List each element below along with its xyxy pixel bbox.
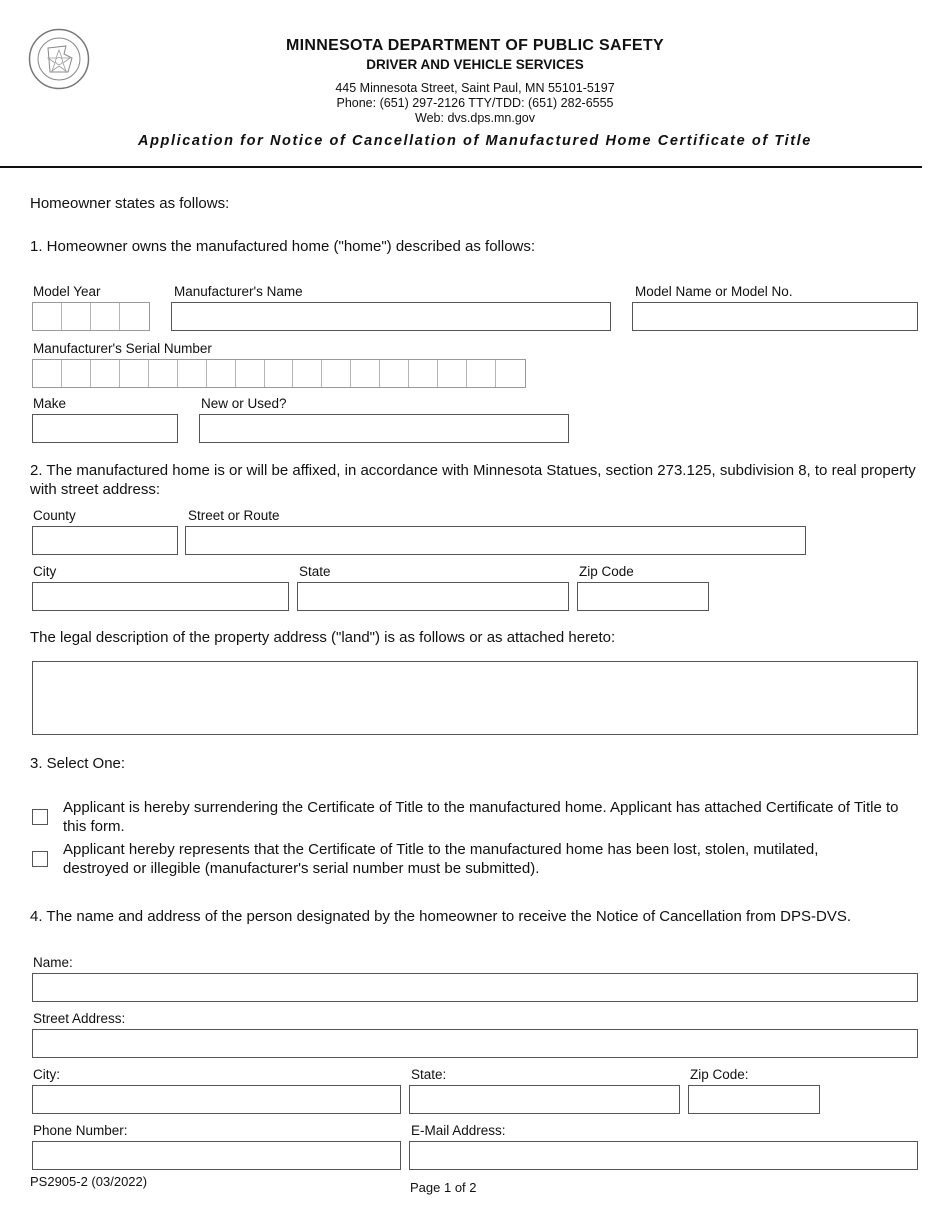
recipient-street-label: Street Address: (33, 1011, 126, 1026)
model-year-label: Model Year (33, 284, 101, 299)
legal-description-label: The legal description of the property address ("land") is as follows or as attached hereto: (30, 629, 616, 646)
recipient-street-input[interactable] (32, 1029, 918, 1058)
department-name: MINNESOTA DEPARTMENT OF PUBLIC SAFETY (286, 37, 664, 54)
legal-description-input[interactable] (32, 661, 918, 735)
recipient-state-input[interactable] (409, 1085, 680, 1114)
recipient-zip-input[interactable] (688, 1085, 820, 1114)
street-route-input[interactable] (185, 526, 806, 555)
street-route-label: Street or Route (188, 508, 280, 523)
county-input[interactable] (32, 526, 178, 555)
recipient-email-input[interactable] (409, 1141, 918, 1170)
recipient-phone-label: Phone Number: (33, 1123, 128, 1138)
county-label: County (33, 508, 76, 523)
lost-title-checkbox[interactable] (32, 851, 48, 867)
model-year-input[interactable] (32, 302, 150, 331)
property-state-input[interactable] (297, 582, 569, 611)
property-zip-input[interactable] (577, 582, 709, 611)
serial-number-label: Manufacturer's Serial Number (33, 341, 212, 356)
surrender-title-checkbox[interactable] (32, 809, 48, 825)
make-input[interactable] (32, 414, 178, 443)
page-number: Page 1 of 2 (410, 1180, 477, 1195)
recipient-zip-label: Zip Code: (690, 1067, 749, 1082)
surrender-title-option-label: Applicant is hereby surrendering the Certificate of Title to the manufactured home. Applicant has attached Certificate of Title to this form. (63, 799, 899, 835)
form-title: Application for Notice of Cancellation of Manufactured Home Certificate of Title (138, 133, 812, 149)
department-phone: Phone: (651) 297-2126 TTY/TDD: (651) 282-6555 (336, 96, 614, 110)
section2-heading: 2. The manufactured home is or will be affixed, in accordance with Minnesota Statues, section 273.125, subdivision 8, to real property with street address: (30, 462, 916, 498)
intro-text: Homeowner states as follows: (30, 195, 230, 212)
recipient-phone-input[interactable] (32, 1141, 401, 1170)
property-city-label: City (33, 564, 57, 579)
section1-heading: 1. Homeowner owns the manufactured home ("home") described as follows: (30, 238, 536, 255)
department-web: Web: dvs.dps.mn.gov (415, 111, 535, 125)
new-or-used-label: New or Used? (201, 396, 287, 411)
section4-heading: 4. The name and address of the person designated by the homeowner to receive the Notice of Cancellation from DPS-DVS. (30, 908, 852, 925)
recipient-state-label: State: (411, 1067, 447, 1082)
form-number: PS2905-2 (03/2022) (30, 1174, 148, 1189)
model-name-label: Model Name or Model No. (635, 284, 793, 299)
recipient-city-input[interactable] (32, 1085, 401, 1114)
property-zip-label: Zip Code (579, 564, 634, 579)
division-name: DRIVER AND VEHICLE SERVICES (366, 57, 584, 72)
lost-title-option-label: Applicant hereby represents that the Certificate of Title to the manufactured home has been lost, stolen, mutilated, destroyed or illegible (manufacturer's serial number must be submitted). (63, 841, 819, 877)
new-or-used-input[interactable] (199, 414, 569, 443)
recipient-email-label: E-Mail Address: (411, 1123, 506, 1138)
manufacturer-name-input[interactable] (171, 302, 611, 331)
make-label: Make (33, 396, 67, 411)
recipient-city-label: City: (33, 1067, 60, 1082)
department-address: 445 Minnesota Street, Saint Paul, MN 55101-5197 (335, 81, 615, 95)
recipient-name-input[interactable] (32, 973, 918, 1002)
property-state-label: State (299, 564, 331, 579)
section3-heading: 3. Select One: (30, 755, 126, 772)
property-city-input[interactable] (32, 582, 289, 611)
model-name-input[interactable] (632, 302, 918, 331)
serial-number-input[interactable] (32, 359, 526, 388)
recipient-name-label: Name: (33, 955, 73, 970)
header-divider (0, 166, 922, 168)
manufacturer-name-label: Manufacturer's Name (174, 284, 303, 299)
